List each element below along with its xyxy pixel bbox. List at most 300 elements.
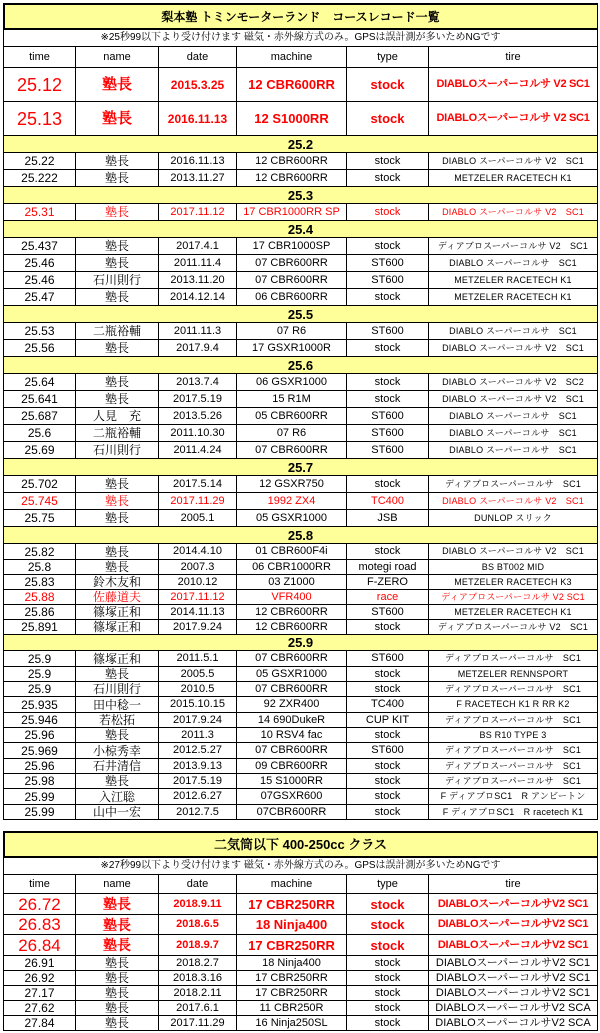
column-header-machine: machine bbox=[237, 875, 347, 893]
record-row bbox=[4, 323, 598, 340]
time-cell: 26.72 bbox=[4, 894, 76, 914]
tire-cell: DIABLOスーパーコルサV2 SC1 bbox=[429, 986, 598, 1000]
type-cell: stock bbox=[347, 620, 429, 634]
type-cell: ST600 bbox=[347, 408, 429, 424]
time-cell: 25.437 bbox=[4, 238, 76, 254]
time-cell: 25.69 bbox=[4, 442, 76, 458]
machine-cell: 07 R6 bbox=[237, 323, 347, 339]
name-cell: 二瓶裕輔 bbox=[76, 425, 159, 441]
type-cell: stock bbox=[347, 170, 429, 186]
section-label: 25.9 bbox=[4, 635, 598, 650]
tire-cell: ディアブロスーパーコルサ SC1 bbox=[429, 713, 598, 727]
type-cell: ST600 bbox=[347, 255, 429, 271]
time-cell: 27.62 bbox=[4, 1001, 76, 1015]
table-note: ※27秒99以下より受け付けます 磁気・赤外線方式のみ。GPSは誤計測が多いためNGです bbox=[4, 858, 598, 874]
table-title: 梨本塾 トミンモーターランド コースレコード一覧 bbox=[4, 4, 598, 29]
column-header-name: name bbox=[76, 875, 159, 893]
record-row bbox=[4, 759, 598, 774]
machine-cell: 16 Ninja250SL bbox=[237, 1016, 347, 1030]
date-cell: 2011.4.24 bbox=[159, 442, 237, 458]
date-cell: 2012.6.27 bbox=[159, 789, 237, 804]
name-cell: 塾長 bbox=[76, 510, 159, 526]
time-cell: 26.84 bbox=[4, 935, 76, 955]
machine-cell: 17 CBR250RR bbox=[237, 971, 347, 985]
type-cell: stock bbox=[347, 789, 429, 804]
tire-cell: ディアブロスーパーコルサ SC1 bbox=[429, 651, 598, 666]
tire-cell: DIABLO スーパーコルサ SC1 bbox=[429, 255, 598, 271]
tire-cell: ディアブロスーパーコルサ V2 SC1 bbox=[429, 238, 598, 254]
record-row bbox=[4, 442, 598, 459]
highlighted-record-row bbox=[4, 204, 598, 221]
time-cell: 25.222 bbox=[4, 170, 76, 186]
tire-cell: DIABLO スーパーコルサ V2 SC1 bbox=[429, 340, 598, 356]
time-cell: 25.96 bbox=[4, 728, 76, 742]
date-cell: 2011.5.1 bbox=[159, 651, 237, 666]
time-cell: 25.46 bbox=[4, 272, 76, 288]
column-header-time: time bbox=[4, 47, 76, 67]
date-cell: 2013.7.4 bbox=[159, 374, 237, 390]
date-cell: 2016.11.13 bbox=[159, 102, 237, 135]
record-row bbox=[4, 374, 598, 391]
tire-cell: DIABLO スーパーコルサ V2 SC1 bbox=[429, 204, 598, 220]
time-cell: 25.946 bbox=[4, 713, 76, 727]
column-header-type: type bbox=[347, 47, 429, 67]
tire-cell: DIABLO スーパーコルサ V2 SC1 bbox=[429, 153, 598, 169]
section-label: 25.6 bbox=[4, 357, 598, 373]
record-row bbox=[4, 510, 598, 527]
section-band bbox=[4, 635, 598, 651]
section-label: 25.8 bbox=[4, 527, 598, 543]
time-cell: 25.8 bbox=[4, 560, 76, 574]
name-cell: 塾長 bbox=[76, 153, 159, 169]
tire-cell: DIABLOスーパーコルサV2 SC1 bbox=[429, 935, 598, 955]
tire-cell: METZELER RACETECH K1 bbox=[429, 170, 598, 186]
time-cell: 25.47 bbox=[4, 289, 76, 305]
tire-cell: DIABLOスーパーコルサ V2 SC1 bbox=[429, 68, 598, 101]
machine-cell: 17 CBR250RR bbox=[237, 935, 347, 955]
date-cell: 2017.5.14 bbox=[159, 476, 237, 492]
record-row bbox=[4, 605, 598, 620]
date-cell: 2005.5 bbox=[159, 667, 237, 681]
column-header-type: type bbox=[347, 875, 429, 893]
date-cell: 2017.4.1 bbox=[159, 238, 237, 254]
record-row bbox=[4, 743, 598, 759]
type-cell: stock bbox=[347, 986, 429, 1000]
tire-cell: METZELER RACETECH K1 bbox=[429, 289, 598, 305]
time-cell: 25.83 bbox=[4, 575, 76, 589]
machine-cell: 12 CBR600RR bbox=[237, 605, 347, 619]
date-cell: 2015.3.25 bbox=[159, 68, 237, 101]
time-cell: 25.935 bbox=[4, 697, 76, 712]
record-row bbox=[4, 789, 598, 805]
machine-cell: 10 RSV4 fac bbox=[237, 728, 347, 742]
name-cell: 塾長 bbox=[76, 667, 159, 681]
column-header-date: date bbox=[159, 875, 237, 893]
type-cell: stock bbox=[347, 971, 429, 985]
time-cell: 25.46 bbox=[4, 255, 76, 271]
time-cell: 25.82 bbox=[4, 544, 76, 559]
name-cell: 塾長 bbox=[76, 935, 159, 955]
section-band bbox=[4, 136, 598, 153]
machine-cell: 05 CBR600RR bbox=[237, 408, 347, 424]
name-cell: 塾長 bbox=[76, 544, 159, 559]
machine-cell: 01 CBR600F4i bbox=[237, 544, 347, 559]
highlighted-record-row bbox=[4, 590, 598, 605]
type-cell: JSB bbox=[347, 510, 429, 526]
machine-cell: 15 S1000RR bbox=[237, 774, 347, 788]
time-cell: 26.83 bbox=[4, 915, 76, 934]
top-record-row bbox=[4, 894, 598, 915]
record-row bbox=[4, 971, 598, 986]
machine-cell: 18 Ninja400 bbox=[237, 915, 347, 934]
date-cell: 2013.11.27 bbox=[159, 170, 237, 186]
record-row bbox=[4, 651, 598, 667]
time-cell: 25.9 bbox=[4, 667, 76, 681]
machine-cell: 05 GSXR1000 bbox=[237, 510, 347, 526]
time-cell: 25.99 bbox=[4, 789, 76, 804]
record-row bbox=[4, 544, 598, 560]
tire-cell: DIABLOスーパーコルサV2 SCA bbox=[429, 1016, 598, 1030]
type-cell: stock bbox=[347, 894, 429, 914]
name-cell: 塾長 bbox=[76, 915, 159, 934]
table-title-row bbox=[4, 4, 598, 30]
record-row bbox=[4, 289, 598, 306]
machine-cell: 07 CBR600RR bbox=[237, 682, 347, 696]
table-title-row bbox=[4, 832, 598, 858]
machine-cell: 07 CBR600RR bbox=[237, 651, 347, 666]
time-cell: 25.969 bbox=[4, 743, 76, 758]
record-row bbox=[4, 476, 598, 493]
time-cell: 26.92 bbox=[4, 971, 76, 985]
column-header-tire: tire bbox=[429, 47, 598, 67]
record-row bbox=[4, 153, 598, 170]
name-cell: 二瓶裕輔 bbox=[76, 323, 159, 339]
column-header-name: name bbox=[76, 47, 159, 67]
table-title: 二気筒以下 400-250cc クラス bbox=[4, 832, 598, 857]
machine-cell: 14 690DukeR bbox=[237, 713, 347, 727]
type-cell: stock bbox=[347, 1001, 429, 1015]
machine-cell: 12 CBR600RR bbox=[237, 153, 347, 169]
record-row bbox=[4, 425, 598, 442]
section-label: 25.5 bbox=[4, 306, 598, 322]
name-cell: 塾長 bbox=[76, 289, 159, 305]
date-cell: 2011.11.4 bbox=[159, 255, 237, 271]
column-header-tire: tire bbox=[429, 875, 598, 893]
section-band bbox=[4, 357, 598, 374]
name-cell: 田中稔一 bbox=[76, 697, 159, 712]
column-header-machine: machine bbox=[237, 47, 347, 67]
type-cell: ST600 bbox=[347, 442, 429, 458]
time-cell: 25.99 bbox=[4, 805, 76, 819]
name-cell: 塾長 bbox=[76, 238, 159, 254]
record-row bbox=[4, 170, 598, 187]
type-cell: stock bbox=[347, 805, 429, 819]
type-cell: ST600 bbox=[347, 743, 429, 758]
type-cell: stock bbox=[347, 728, 429, 742]
date-cell: 2017.9.4 bbox=[159, 340, 237, 356]
time-cell: 25.75 bbox=[4, 510, 76, 526]
machine-cell: 05 GSXR1000 bbox=[237, 667, 347, 681]
type-cell: F-ZERO bbox=[347, 575, 429, 589]
time-cell: 25.891 bbox=[4, 620, 76, 634]
tire-cell: BS BT002 MID bbox=[429, 560, 598, 574]
record-row bbox=[4, 697, 598, 713]
tire-cell: DIABLOスーパーコルサV2 SC1 bbox=[429, 971, 598, 985]
date-cell: 2011.10.30 bbox=[159, 425, 237, 441]
name-cell: 石井清信 bbox=[76, 759, 159, 773]
date-cell: 2018.2.7 bbox=[159, 956, 237, 970]
date-cell: 2013.9.13 bbox=[159, 759, 237, 773]
name-cell: 石川則行 bbox=[76, 272, 159, 288]
top-record-row bbox=[4, 935, 598, 956]
top-record-row bbox=[4, 102, 598, 136]
date-cell: 2014.4.10 bbox=[159, 544, 237, 559]
type-cell: stock bbox=[347, 759, 429, 773]
date-cell: 2017.9.24 bbox=[159, 713, 237, 727]
date-cell: 2013.5.26 bbox=[159, 408, 237, 424]
machine-cell: 17 CBR1000SP bbox=[237, 238, 347, 254]
machine-cell: 06 CBR1000RR bbox=[237, 560, 347, 574]
time-cell: 26.91 bbox=[4, 956, 76, 970]
tire-cell: DIABLO スーパーコルサ SC1 bbox=[429, 442, 598, 458]
time-cell: 25.96 bbox=[4, 759, 76, 773]
type-cell: ST600 bbox=[347, 272, 429, 288]
type-cell: stock bbox=[347, 374, 429, 390]
record-row bbox=[4, 340, 598, 357]
date-cell: 2018.3.16 bbox=[159, 971, 237, 985]
tire-cell: DIABLOスーパーコルサV2 SC1 bbox=[429, 894, 598, 914]
name-cell: 塾長 bbox=[76, 374, 159, 390]
tire-cell: DIABLOスーパーコルサ V2 SC1 bbox=[429, 102, 598, 135]
section-band bbox=[4, 187, 598, 204]
time-cell: 25.31 bbox=[4, 204, 76, 220]
time-cell: 27.84 bbox=[4, 1016, 76, 1030]
record-row bbox=[4, 255, 598, 272]
type-cell: TC400 bbox=[347, 697, 429, 712]
tire-cell: ディアブロスーパーコルサ V2 SC1 bbox=[429, 620, 598, 634]
time-cell: 25.745 bbox=[4, 493, 76, 509]
type-cell: ST600 bbox=[347, 651, 429, 666]
course-record-table bbox=[3, 3, 598, 820]
record-row bbox=[4, 986, 598, 1001]
date-cell: 2017.11.12 bbox=[159, 590, 237, 604]
date-cell: 2005.1 bbox=[159, 510, 237, 526]
type-cell: stock bbox=[347, 289, 429, 305]
time-cell: 25.9 bbox=[4, 682, 76, 696]
date-cell: 2013.11.20 bbox=[159, 272, 237, 288]
date-cell: 2012.7.5 bbox=[159, 805, 237, 819]
name-cell: 篠塚正和 bbox=[76, 651, 159, 666]
machine-cell: 11 CBR250R bbox=[237, 1001, 347, 1015]
name-cell: 小椋秀幸 bbox=[76, 743, 159, 758]
machine-cell: 07 CBR600RR bbox=[237, 743, 347, 758]
name-cell: 塾長 bbox=[76, 102, 159, 135]
highlighted-record-row bbox=[4, 493, 598, 510]
type-cell: stock bbox=[347, 956, 429, 970]
machine-cell: 07CBR600RR bbox=[237, 805, 347, 819]
name-cell: 塾長 bbox=[76, 986, 159, 1000]
machine-cell: 92 ZXR400 bbox=[237, 697, 347, 712]
tire-cell: ディアブロスーパーコルサ SC1 bbox=[429, 682, 598, 696]
machine-cell: 12 GSXR750 bbox=[237, 476, 347, 492]
record-row bbox=[4, 728, 598, 743]
table-body bbox=[4, 68, 598, 820]
tire-cell: BS R10 TYPE 3 bbox=[429, 728, 598, 742]
name-cell: 佐藤道夫 bbox=[76, 590, 159, 604]
record-row bbox=[4, 408, 598, 425]
time-cell: 25.53 bbox=[4, 323, 76, 339]
record-row bbox=[4, 575, 598, 590]
column-header-time: time bbox=[4, 875, 76, 893]
machine-cell: 09 CBR600RR bbox=[237, 759, 347, 773]
section-band bbox=[4, 221, 598, 238]
date-cell: 2007.3 bbox=[159, 560, 237, 574]
machine-cell: 07GSXR600 bbox=[237, 789, 347, 804]
name-cell: 塾長 bbox=[76, 391, 159, 407]
tire-cell: DIABLO スーパーコルサ SC1 bbox=[429, 323, 598, 339]
type-cell: stock bbox=[347, 153, 429, 169]
section-label: 25.2 bbox=[4, 136, 598, 152]
type-cell: stock bbox=[347, 238, 429, 254]
section-band bbox=[4, 527, 598, 544]
record-row bbox=[4, 682, 598, 697]
type-cell: stock bbox=[347, 682, 429, 696]
tire-cell: DUNLOP スリック bbox=[429, 510, 598, 526]
tire-cell: F ディアブロSC1 R アンビートン bbox=[429, 789, 598, 804]
machine-cell: 07 CBR600RR bbox=[237, 272, 347, 288]
record-row bbox=[4, 956, 598, 971]
name-cell: 塾長 bbox=[76, 255, 159, 271]
date-cell: 2015.10.15 bbox=[159, 697, 237, 712]
type-cell: stock bbox=[347, 68, 429, 101]
record-row bbox=[4, 667, 598, 682]
name-cell: 塾長 bbox=[76, 560, 159, 574]
machine-cell: 06 GSXR1000 bbox=[237, 374, 347, 390]
tire-cell: F RACETECH K1 R RR K2 bbox=[429, 697, 598, 712]
type-cell: stock bbox=[347, 915, 429, 934]
record-row bbox=[4, 272, 598, 289]
time-cell: 25.12 bbox=[4, 68, 76, 101]
tire-cell: DIABLOスーパーコルサV2 SC1 bbox=[429, 956, 598, 970]
date-cell: 2017.11.12 bbox=[159, 204, 237, 220]
section-band bbox=[4, 459, 598, 476]
record-row bbox=[4, 1001, 598, 1016]
tire-cell: DIABLO スーパーコルサ V2 SC1 bbox=[429, 391, 598, 407]
name-cell: 塾長 bbox=[76, 971, 159, 985]
name-cell: 山中一宏 bbox=[76, 805, 159, 819]
time-cell: 25.22 bbox=[4, 153, 76, 169]
name-cell: 若松拓 bbox=[76, 713, 159, 727]
machine-cell: 15 R1M bbox=[237, 391, 347, 407]
table-note-row bbox=[4, 858, 598, 875]
record-row bbox=[4, 774, 598, 789]
time-cell: 25.9 bbox=[4, 651, 76, 666]
date-cell: 2017.6.1 bbox=[159, 1001, 237, 1015]
tire-cell: METZELER RACETECH K1 bbox=[429, 272, 598, 288]
name-cell: 石川則行 bbox=[76, 442, 159, 458]
name-cell: 石川則行 bbox=[76, 682, 159, 696]
type-cell: stock bbox=[347, 476, 429, 492]
record-row bbox=[4, 238, 598, 255]
machine-cell: 17 CBR1000RR SP bbox=[237, 204, 347, 220]
time-cell: 25.702 bbox=[4, 476, 76, 492]
time-cell: 25.56 bbox=[4, 340, 76, 356]
time-cell: 25.13 bbox=[4, 102, 76, 135]
type-cell: stock bbox=[347, 1016, 429, 1030]
name-cell: 人見 充 bbox=[76, 408, 159, 424]
tire-cell: METZELER RENNSPORT bbox=[429, 667, 598, 681]
tire-cell: METZELER RACETECH K3 bbox=[429, 575, 598, 589]
tire-cell: DIABLO スーパーコルサ SC1 bbox=[429, 425, 598, 441]
name-cell: 塾長 bbox=[76, 170, 159, 186]
time-cell: 25.641 bbox=[4, 391, 76, 407]
section-label: 25.3 bbox=[4, 187, 598, 203]
tire-cell: ディアブロスーパーコルサ SC1 bbox=[429, 476, 598, 492]
section-label: 25.4 bbox=[4, 221, 598, 237]
section-band bbox=[4, 306, 598, 323]
machine-cell: 07 CBR600RR bbox=[237, 255, 347, 271]
record-row bbox=[4, 560, 598, 575]
tire-cell: DIABLO スーパーコルサ V2 SC2 bbox=[429, 374, 598, 390]
machine-cell: 18 Ninja400 bbox=[237, 956, 347, 970]
date-cell: 2018.9.11 bbox=[159, 894, 237, 914]
name-cell: 塾長 bbox=[76, 1016, 159, 1030]
tire-cell: ディアブロスーパーコルサ SC1 bbox=[429, 759, 598, 773]
time-cell: 25.98 bbox=[4, 774, 76, 788]
type-cell: stock bbox=[347, 935, 429, 955]
date-cell: 2018.2.11 bbox=[159, 986, 237, 1000]
date-cell: 2011.11.3 bbox=[159, 323, 237, 339]
name-cell: 塾長 bbox=[76, 956, 159, 970]
tire-cell: ディアブロスーパーコルサ SC1 bbox=[429, 743, 598, 758]
record-row bbox=[4, 713, 598, 728]
date-cell: 2010.12 bbox=[159, 575, 237, 589]
type-cell: ST600 bbox=[347, 605, 429, 619]
machine-cell: VFR400 bbox=[237, 590, 347, 604]
machine-cell: 12 CBR600RR bbox=[237, 68, 347, 101]
name-cell: 塾長 bbox=[76, 204, 159, 220]
date-cell: 2014.11.13 bbox=[159, 605, 237, 619]
date-cell: 2017.9.24 bbox=[159, 620, 237, 634]
date-cell: 2010.5 bbox=[159, 682, 237, 696]
machine-cell: 12 CBR600RR bbox=[237, 170, 347, 186]
tire-cell: DIABLOスーパーコルサV2 SC1 bbox=[429, 915, 598, 934]
time-cell: 25.88 bbox=[4, 590, 76, 604]
column-header-row bbox=[4, 47, 598, 68]
type-cell: ST600 bbox=[347, 323, 429, 339]
tire-cell: ディアブロスーパーコルサ V2 SC1 bbox=[429, 590, 598, 604]
name-cell: 塾長 bbox=[76, 493, 159, 509]
time-cell: 25.64 bbox=[4, 374, 76, 390]
machine-cell: 06 CBR600RR bbox=[237, 289, 347, 305]
machine-cell: 07 R6 bbox=[237, 425, 347, 441]
type-cell: motegi road bbox=[347, 560, 429, 574]
name-cell: 塾長 bbox=[76, 894, 159, 914]
name-cell: 塾長 bbox=[76, 476, 159, 492]
name-cell: 塾長 bbox=[76, 728, 159, 742]
tire-cell: METZELER RACETECH K1 bbox=[429, 605, 598, 619]
name-cell: 入江聡 bbox=[76, 789, 159, 804]
tire-cell: DIABLOスーパーコルサV2 SCA bbox=[429, 1001, 598, 1015]
name-cell: 鈴木友和 bbox=[76, 575, 159, 589]
type-cell: race bbox=[347, 590, 429, 604]
table-note: ※25秒99以下より受け付けます 磁気・赤外線方式のみ。GPSは誤計測が多いためNGです bbox=[4, 30, 598, 46]
tire-cell: ディアブロスーパーコルサ SC1 bbox=[429, 774, 598, 788]
record-row bbox=[4, 805, 598, 820]
name-cell: 篠塚正和 bbox=[76, 620, 159, 634]
type-cell: CUP KIT bbox=[347, 713, 429, 727]
date-cell: 2018.6.5 bbox=[159, 915, 237, 934]
